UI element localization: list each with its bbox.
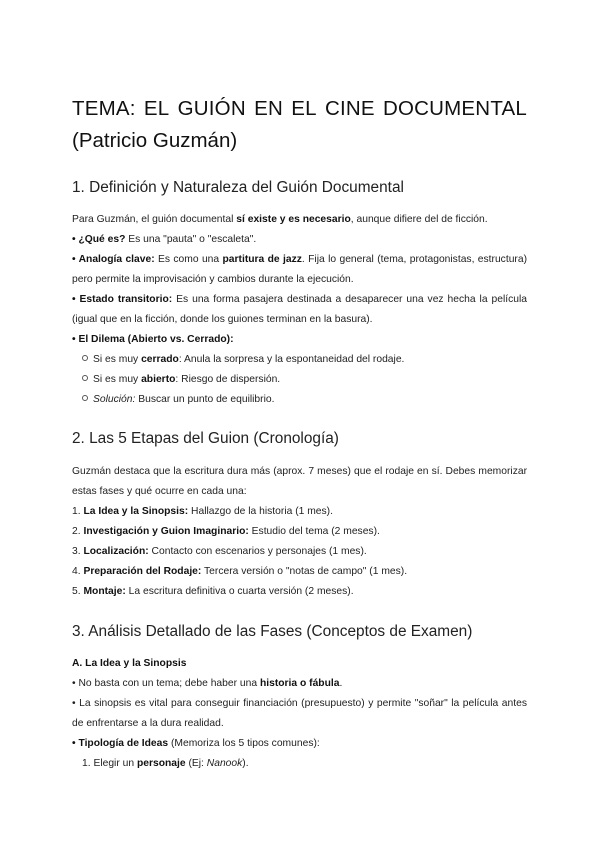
s1-que-es: • ¿Qué es? Es una "pauta" o "escaleta".: [72, 234, 257, 245]
s1-dilema: • El Dilema (Abierto vs. Cerrado):: [72, 334, 234, 345]
s1-sub-cerrado: Si es muy cerrado: Anula la sorpresa y la espontaneidad del rodaje.: [82, 350, 537, 370]
section-1-heading: 1. Definición y Naturaleza del Guión Documental: [72, 179, 404, 196]
section-3-heading: 3. Análisis Detallado de las Fases (Conceptos de Examen): [72, 623, 473, 640]
s1-sub-abierto: Si es muy abierto: Riesgo de dispersión.: [82, 370, 537, 390]
list-item: 1. Elegir un personaje (Ej: Nanook).: [82, 758, 249, 769]
s1-sub-solucion: Solución: Buscar un punto de equilibrio.: [82, 390, 537, 410]
list-item: 3. Localización: Contacto con escenarios y personajes (1 mes).: [72, 546, 367, 557]
bullet-circle-icon: [82, 375, 88, 381]
s1-analogia: • Analogía clave: Es como una partitura de jazz. Fija lo general (tema, protagonistas, estructura) pero permite la improvisación y cambios durante la ejecución.: [72, 254, 528, 285]
s2-intro: Guzmán destaca que la escritura dura más (aprox. 7 meses) que el rodaje en sí. Debes memorizar estas fases y qué ocurre en cada una:: [72, 466, 527, 497]
title-line-2: (Patricio Guzmán): [72, 129, 238, 152]
list-item: 1. La Idea y la Sinopsis: Hallazgo de la historia (1 mes).: [72, 506, 333, 517]
bullet-circle-icon: [82, 395, 88, 401]
list-item: 4. Preparación del Rodaje: Tercera versión o "notas de campo" (1 mes).: [72, 566, 408, 577]
s3-bullet-tipologia: • Tipología de Ideas (Memoriza los 5 tipos comunes):: [72, 738, 320, 749]
s1-intro: Para Guzmán, el guión documental sí existe y es necesario, aunque difiere del de ficción.: [72, 214, 488, 225]
document-title: [72, 93, 527, 157]
title-line-1: TEMA: EL GUIÓN EN EL CINE DOCUMENTAL: [72, 97, 527, 120]
section-2-heading: 2. Las 5 Etapas del Guion (Cronología): [72, 430, 339, 447]
s3-bullet-sinopsis: • La sinopsis es vital para conseguir financiación (presupuesto) y permite "soñar" la película antes de enfrentarse a la dura realidad.: [72, 698, 527, 729]
bullet-circle-icon: [82, 355, 88, 361]
s3-subheading: A. La Idea y la Sinopsis: [72, 658, 187, 669]
s1-estado: • Estado transitorio: Es una forma pasajera destinada a desaparecer una vez hecha la película (igual que en la ficción, donde los guiones terminan en la basura).: [72, 294, 527, 325]
list-item: 2. Investigación y Guion Imaginario: Estudio del tema (2 meses).: [72, 526, 380, 537]
list-item: 5. Montaje: La escritura definitiva o cuarta versión (2 meses).: [72, 586, 354, 597]
s3-bullet-historia: • No basta con un tema; debe haber una historia o fábula.: [72, 678, 343, 689]
